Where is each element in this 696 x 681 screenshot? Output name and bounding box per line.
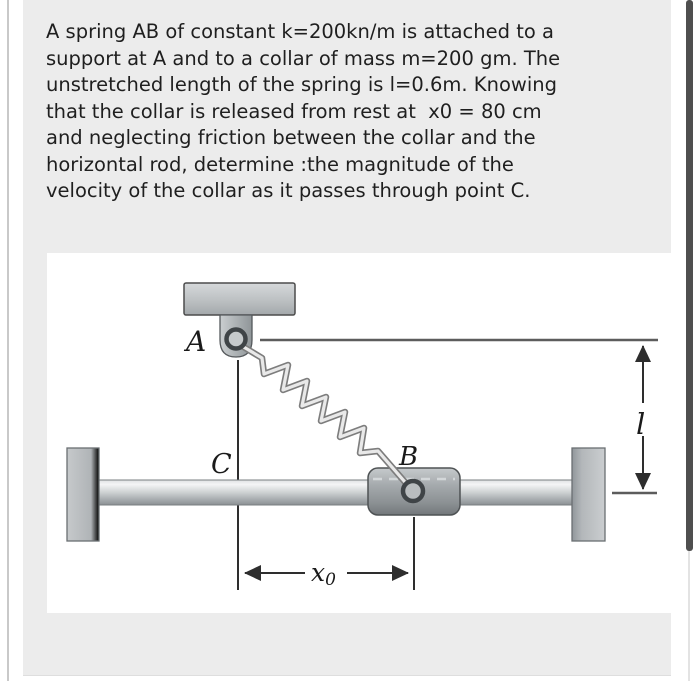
- label-a: A: [186, 325, 207, 358]
- problem-line: horizontal rod, determine :the magnitude of the: [46, 152, 514, 176]
- label-b: B: [399, 442, 419, 472]
- window-edge-divider: [7, 0, 9, 681]
- problem-line: velocity of the collar as it passes through point C.: [46, 179, 531, 202]
- problem-line: support at A and to a collar of mass m=200 gm. The: [46, 46, 561, 70]
- left-wall-support: [67, 448, 99, 541]
- scrollbar-thumb[interactable]: [686, 0, 693, 551]
- right-wall-support: [572, 448, 605, 541]
- problem-line: and neglecting friction between the collar and the: [46, 126, 536, 149]
- label-x0: [311, 558, 336, 590]
- problem-statement: [46, 19, 651, 205]
- problem-line: that the collar is released from rest at x0 = 80 cm: [46, 99, 542, 123]
- figure-panel: [47, 253, 672, 613]
- horizontal-rod: [97, 480, 574, 505]
- pin-b: [403, 481, 423, 501]
- label-l: l: [636, 407, 646, 441]
- content-area: [23, 0, 671, 676]
- spring-collar-figure: [47, 253, 672, 613]
- problem-line: A spring AB of constant k=200kn/m is attached to a: [46, 20, 554, 43]
- label-x0-main: x: [311, 558, 326, 587]
- pin-a: [227, 330, 246, 349]
- label-c: C: [211, 449, 232, 480]
- ceiling-support: [184, 283, 295, 315]
- label-x0-subscript: 0: [325, 570, 336, 590]
- problem-line: unstretched length of the spring is l=0.6m. Knowing: [46, 73, 557, 96]
